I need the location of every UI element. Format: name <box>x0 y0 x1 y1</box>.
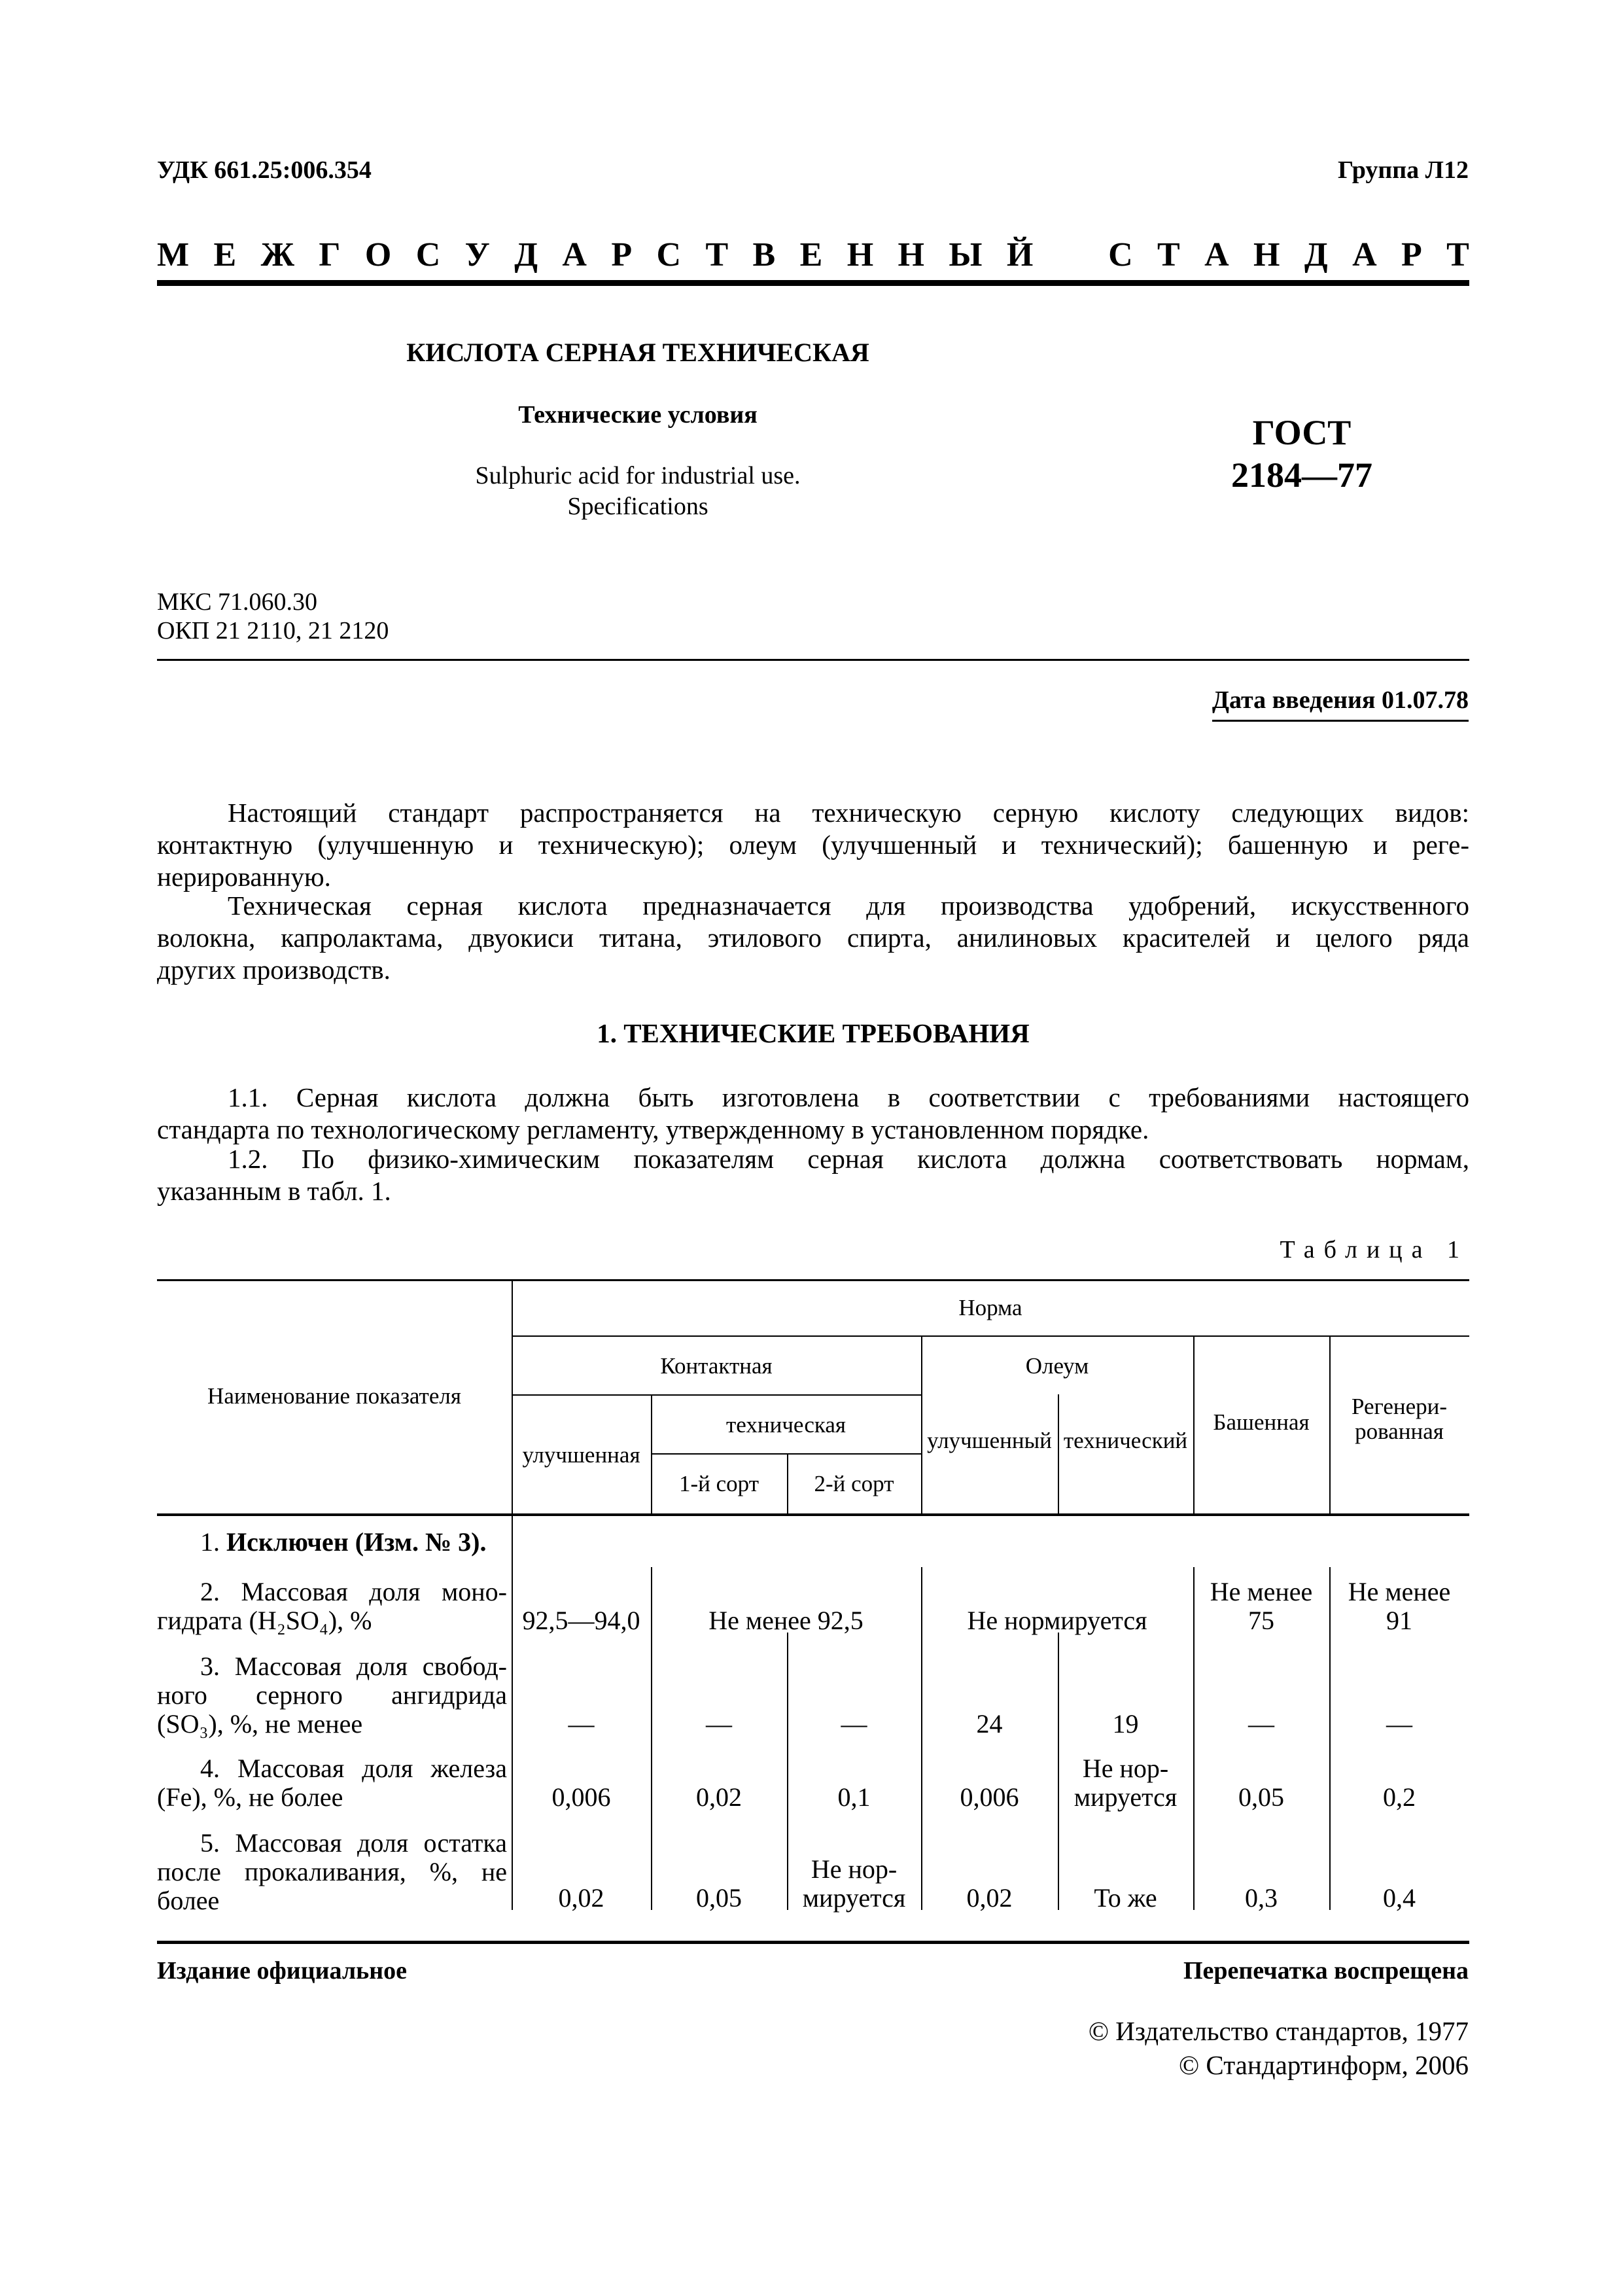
row-3-value: — <box>1386 1709 1412 1739</box>
banner-letter: Е <box>799 236 823 274</box>
row-name-line: ного серного ангидрида <box>157 1680 507 1710</box>
banner-letter: В <box>752 236 776 274</box>
text-line: других производств. <box>157 955 391 985</box>
copyright-1: © Издательство стандартов, 1977 <box>1088 2016 1469 2046</box>
cell-line: Не нор- <box>811 1854 898 1884</box>
row-5-name <box>157 1829 507 1915</box>
row-2-tower <box>1193 1578 1329 1635</box>
intro-paragraph-1 <box>157 797 1469 893</box>
okp-code: ОКП 21 2110, 21 2120 <box>157 617 389 645</box>
row-4-value: 0,006 <box>551 1782 611 1812</box>
table-rule <box>157 1513 1469 1516</box>
row-2-name <box>157 1578 507 1635</box>
row-name-line: гидрата (H₂SO₄), % <box>157 1606 372 1635</box>
footer-rule <box>157 1941 1469 1944</box>
table-rule <box>1058 1394 1059 1513</box>
table-rule <box>157 1279 1469 1281</box>
banner-letter: Д <box>514 236 538 274</box>
row-5-value: 0,3 <box>1245 1883 1278 1913</box>
row-5-value: 0,02 <box>966 1883 1013 1913</box>
gost-label: ГОСТ <box>1252 413 1352 452</box>
row-4-value: 0,05 <box>1238 1782 1284 1812</box>
row-4-name <box>157 1754 507 1812</box>
row-3-value: — <box>1248 1709 1274 1739</box>
document-subtitle: Технические условия <box>518 401 758 429</box>
header-oleum: Олеум <box>1025 1353 1089 1379</box>
copyright-2: © Стандартинформ, 2006 <box>1179 2050 1469 2080</box>
reprint-notice: Перепечатка воспрещена <box>1183 1957 1469 1985</box>
row-1-excluded: Исключен (Изм. № 3). <box>226 1527 487 1557</box>
header-tower: Башенная <box>1213 1409 1310 1435</box>
banner-letter: А <box>1204 236 1229 274</box>
cell-line: мируется <box>1073 1782 1178 1812</box>
banner-letter: А <box>1352 236 1377 274</box>
text-line: контактную (улучшенную и техническую); олеум (улучшенный и технический); башенную и реге- <box>157 830 1469 860</box>
banner-letter: Т <box>1446 236 1469 274</box>
section-rule <box>157 659 1469 661</box>
header-regen <box>1329 1394 1469 1444</box>
cell-line: 91 <box>1386 1606 1412 1635</box>
row-2-regen <box>1329 1578 1469 1635</box>
text-line: Техническая серная кислота предназначается для производства удобрений, искусственного <box>228 891 1469 921</box>
text-line: 1.2. По физико-химическим показателям серная кислота должна соответствовать нормам, <box>228 1144 1469 1174</box>
row-3-value: — <box>841 1709 867 1739</box>
banner-letter: Т <box>705 236 729 274</box>
banner-letter: Г <box>319 236 341 274</box>
banner-letter: Р <box>1401 236 1422 274</box>
table-rule <box>512 1335 1469 1337</box>
row-name-line: (Fe), %, не более <box>157 1782 343 1812</box>
header-contact: Контактная <box>660 1353 773 1379</box>
header-regen-line: Регенери- <box>1351 1394 1448 1419</box>
banner-letter: Е <box>213 236 237 274</box>
banner-letter: Н <box>898 236 924 274</box>
cell-line: мируется <box>802 1883 906 1913</box>
banner-gap <box>1058 236 1084 274</box>
row-3-name <box>157 1652 507 1739</box>
row-3-value: 24 <box>976 1709 1003 1739</box>
group-code: Группа Л12 <box>1337 156 1469 184</box>
cell-line: 75 <box>1248 1606 1274 1635</box>
row-5-value: То же <box>1094 1883 1157 1913</box>
text-line: 1.1. Серная кислота должна быть изготовлена в соответствии с требованиями настоящего <box>228 1082 1469 1112</box>
row-name-line: 5. Массовая доля остатка <box>200 1828 507 1858</box>
header-regen-line: рованная <box>1355 1419 1444 1444</box>
banner-letter: Н <box>846 236 874 274</box>
text-line: Настоящий стандарт распространяется на техническую серную кислоту следующих видов: <box>228 798 1469 828</box>
row-4-value: 0,2 <box>1383 1782 1416 1812</box>
row-2-technical: Не менее 92,5 <box>708 1606 864 1635</box>
banner-letter: Й <box>1006 236 1034 274</box>
row-3-value: — <box>568 1709 595 1739</box>
header-oleum-technical: технический <box>1063 1428 1188 1453</box>
header-improved: улучшенная <box>522 1442 640 1468</box>
clause-1-2 <box>157 1143 1469 1207</box>
table-rule <box>512 1394 922 1396</box>
banner-letter: С <box>656 236 682 274</box>
row-2-oleum: Не нормируется <box>967 1606 1147 1635</box>
introduction-date: Дата введения 01.07.78 <box>1212 686 1469 722</box>
official-edition: Издание официальное <box>157 1957 408 1985</box>
row-1-number: 1. <box>200 1527 220 1557</box>
cell-line: Не менее <box>1210 1577 1313 1606</box>
interstate-standard-banner <box>157 236 1469 274</box>
row-name-line: 3. Массовая доля свобод- <box>200 1651 507 1681</box>
text-line: стандарта по технологическому регламенту, утвержденному в установленном порядке. <box>157 1114 1149 1144</box>
text-line: волокна, капролактама, двуокиси титана, этилового спирта, анилиновых красителей и целого ряда <box>157 923 1469 953</box>
banner-letter: С <box>1108 236 1133 274</box>
english-title-line-2: Specifications <box>567 493 708 520</box>
row-2-improved: 92,5—94,0 <box>522 1606 640 1635</box>
header-grade-1: 1-й сорт <box>678 1471 759 1496</box>
header-norma: Норма <box>958 1295 1022 1320</box>
gost-number: 2184—77 <box>1231 455 1372 495</box>
row-name-line: 4. Массовая доля железа <box>200 1754 507 1783</box>
banner-letter: Р <box>611 236 633 274</box>
row-5-value: 0,02 <box>558 1883 604 1913</box>
banner-letter: М <box>157 236 190 274</box>
banner-letter: А <box>562 236 587 274</box>
banner-letter: Т <box>1157 236 1180 274</box>
intro-paragraph-2 <box>157 890 1469 986</box>
table-caption: Таблица 1 <box>1280 1236 1469 1263</box>
cell-line: Не нор- <box>1082 1754 1169 1783</box>
row-name-line: более <box>157 1886 220 1915</box>
row-5-value: 0,05 <box>696 1883 742 1913</box>
banner-letter: Д <box>1304 236 1328 274</box>
section-heading: 1. ТЕХНИЧЕСКИЕ ТРЕБОВАНИЯ <box>597 1018 1030 1048</box>
row-4-value: 0,1 <box>837 1782 871 1812</box>
banner-letter: С <box>415 236 441 274</box>
banner-letter: О <box>364 236 392 274</box>
requirements-table <box>157 1279 1469 1920</box>
row-4-value: 0,006 <box>960 1782 1019 1812</box>
banner-letter: Ж <box>260 236 294 274</box>
row-5-value: 0,4 <box>1383 1883 1416 1913</box>
row-name-line: после прокаливания, %, не <box>157 1857 507 1886</box>
english-title-line-1: Sulphuric acid for industrial use. <box>475 462 801 489</box>
document-title: КИСЛОТА СЕРНАЯ ТЕХНИЧЕСКАЯ <box>406 338 869 367</box>
row-name-line: (SO₃), %, не менее <box>157 1709 363 1739</box>
row-3-value: — <box>706 1709 732 1739</box>
header-grade-2: 2-й сорт <box>814 1471 894 1496</box>
banner-letter: Н <box>1253 236 1280 274</box>
row-3-value: 19 <box>1112 1709 1139 1739</box>
text-line: нерированную. <box>157 862 331 892</box>
udk-code: УДК 661.25:006.354 <box>157 156 372 184</box>
header-rule <box>157 280 1469 286</box>
row-4-oleum-technical <box>1058 1754 1193 1812</box>
header-name: Наименование показателя <box>207 1383 461 1409</box>
row-1 <box>200 1528 486 1557</box>
row-4-value: 0,02 <box>696 1782 742 1812</box>
mks-code: МКС 71.060.30 <box>157 588 318 616</box>
text-line: указанным в табл. 1. <box>157 1176 391 1206</box>
header-technical: техническая <box>726 1412 846 1438</box>
clause-1-1 <box>157 1082 1469 1146</box>
header-oleum-improved: улучшенный <box>927 1428 1052 1453</box>
banner-letter: У <box>464 236 490 274</box>
banner-letter: Ы <box>949 236 983 274</box>
row-name-line: 2. Массовая доля моно- <box>200 1577 507 1606</box>
row-5-grade-2 <box>787 1855 921 1913</box>
cell-line: Не менее <box>1348 1577 1451 1606</box>
